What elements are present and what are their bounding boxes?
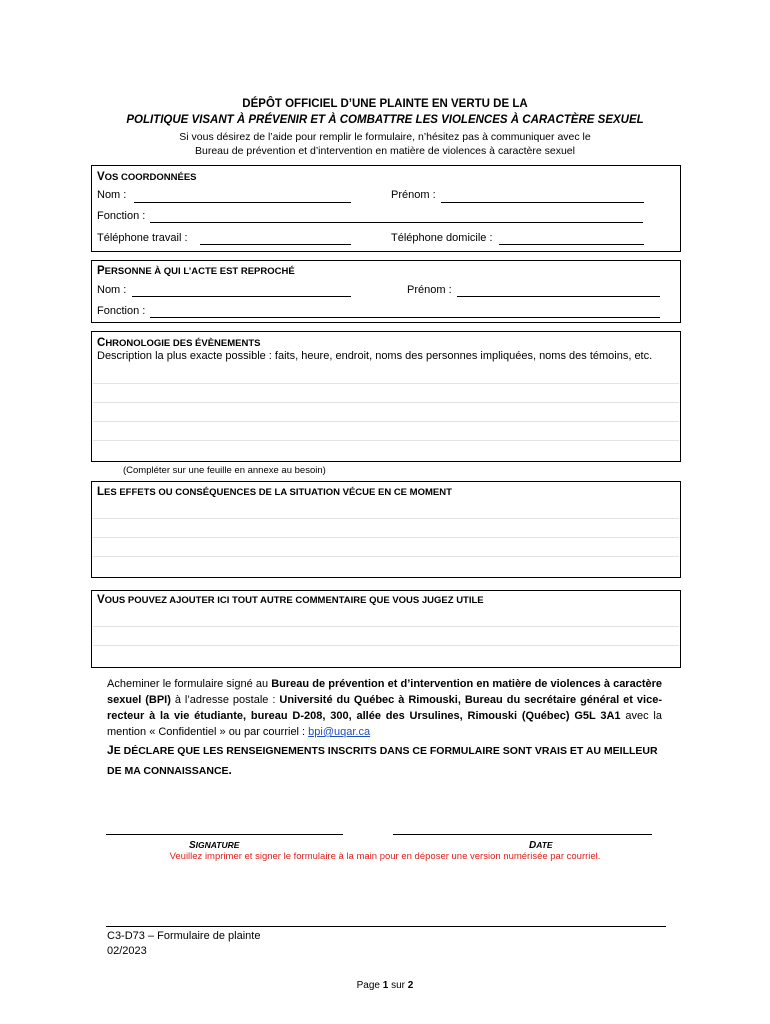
nom-field[interactable] <box>134 202 351 203</box>
email-link[interactable]: bpi@uqar.ca <box>308 726 371 738</box>
section-effets-heading: LES EFFETS OU CONSÉQUENCES DE LA SITUATION VÉCUE EN CE MOMENT <box>97 486 452 498</box>
submission-instructions: Acheminer le formulaire signé au Bureau de prévention et d’intervention en matière de violences à caractère sexuel (BPI) à l’adresse postale : Université du Québec à Rimouski, Bureau du secrétaire général et vice-recteur à la vie étudiante, bureau D-208, 300, allée des Ursulines, Rimouski (Québec) G5L 3A1 avec la mention « Confidentiel » ou par courriel : bpi@uqar.ca <box>107 678 663 738</box>
personne-nom-label: Nom : <box>97 284 127 296</box>
nom-label: Nom : <box>97 189 127 201</box>
chronologie-note: (Compléter sur une feuille en annexe au besoin) <box>123 465 326 476</box>
date-field[interactable] <box>393 834 652 835</box>
personne-prenom-label: Prénom : <box>407 284 452 296</box>
tel-travail-label: Téléphone travail : <box>97 232 188 244</box>
writing-rule <box>93 383 679 384</box>
form-code: C3-D73 – Formulaire de plainte <box>107 930 261 942</box>
help-text-line2: Bureau de prévention et d’intervention en matière de violences à caractère sexuel <box>195 145 575 157</box>
form-date: 02/2023 <box>107 945 147 957</box>
effets-textarea[interactable] <box>93 499 679 576</box>
personne-fonction-label: Fonction : <box>97 305 146 317</box>
signature-label: SIGNATURE <box>189 840 240 851</box>
writing-rule <box>93 537 679 538</box>
tel-travail-field[interactable] <box>200 244 351 245</box>
print-sign-note: Veuillez imprimer et signer le formulaire à la main pour en déposer une version numérisée par courriel. <box>169 851 601 862</box>
declaration: JE DÉCLARE QUE LES RENSEIGNEMENTS INSCRITS DANS CE FORMULAIRE SONT VRAIS ET AU MEILLEUR DE MA CONNAISSANCE. <box>107 743 658 777</box>
personne-nom-field[interactable] <box>132 296 351 297</box>
chronologie-textarea[interactable] <box>93 364 679 460</box>
section-coordonnees-heading: VOS COORDONNÉES <box>97 171 197 183</box>
personne-prenom-field[interactable] <box>457 296 660 297</box>
tel-domicile-field[interactable] <box>499 244 644 245</box>
form-subtitle: POLITIQUE VISANT À PRÉVENIR ET À COMBATTRE LES VIOLENCES À CARACTÈRE SEXUEL <box>126 114 644 126</box>
fonction-label: Fonction : <box>97 210 146 222</box>
personne-fonction-field[interactable] <box>150 317 660 318</box>
writing-rule <box>93 626 679 627</box>
help-text-line1: Si vous désirez de l’aide pour remplir le formulaire, n’hésitez pas à communiquer avec le <box>179 131 591 143</box>
tel-domicile-label: Téléphone domicile : <box>391 232 493 244</box>
writing-rule <box>93 402 679 403</box>
section-personne-heading: PERSONNE À QUI L’ACTE EST REPROCHÉ <box>97 265 295 277</box>
footer-divider <box>106 926 666 927</box>
writing-rule <box>93 556 679 557</box>
writing-rule <box>93 440 679 441</box>
fonction-field[interactable] <box>150 222 643 223</box>
form-title: DÉPÔT OFFICIEL D’UNE PLAINTE EN VERTU DE LA <box>242 98 528 110</box>
commentaire-textarea[interactable] <box>93 607 679 666</box>
writing-rule <box>93 645 679 646</box>
page-number: Page 1 sur 2 <box>356 980 414 991</box>
signature-field[interactable] <box>106 834 343 835</box>
date-label: DATE <box>529 840 553 851</box>
prenom-field[interactable] <box>441 202 644 203</box>
chronologie-description: Description la plus exacte possible : faits, heure, endroit, noms des personnes impliquées, noms des témoins, etc. <box>97 350 653 362</box>
prenom-label: Prénom : <box>391 189 436 201</box>
writing-rule <box>93 518 679 519</box>
section-chronologie-heading: CHRONOLOGIE DES ÉVÈNEMENTS <box>97 337 261 349</box>
section-commentaire-heading: VOUS POUVEZ AJOUTER ICI TOUT AUTRE COMMENTAIRE QUE VOUS JUGEZ UTILE <box>97 594 484 606</box>
writing-rule <box>93 421 679 422</box>
